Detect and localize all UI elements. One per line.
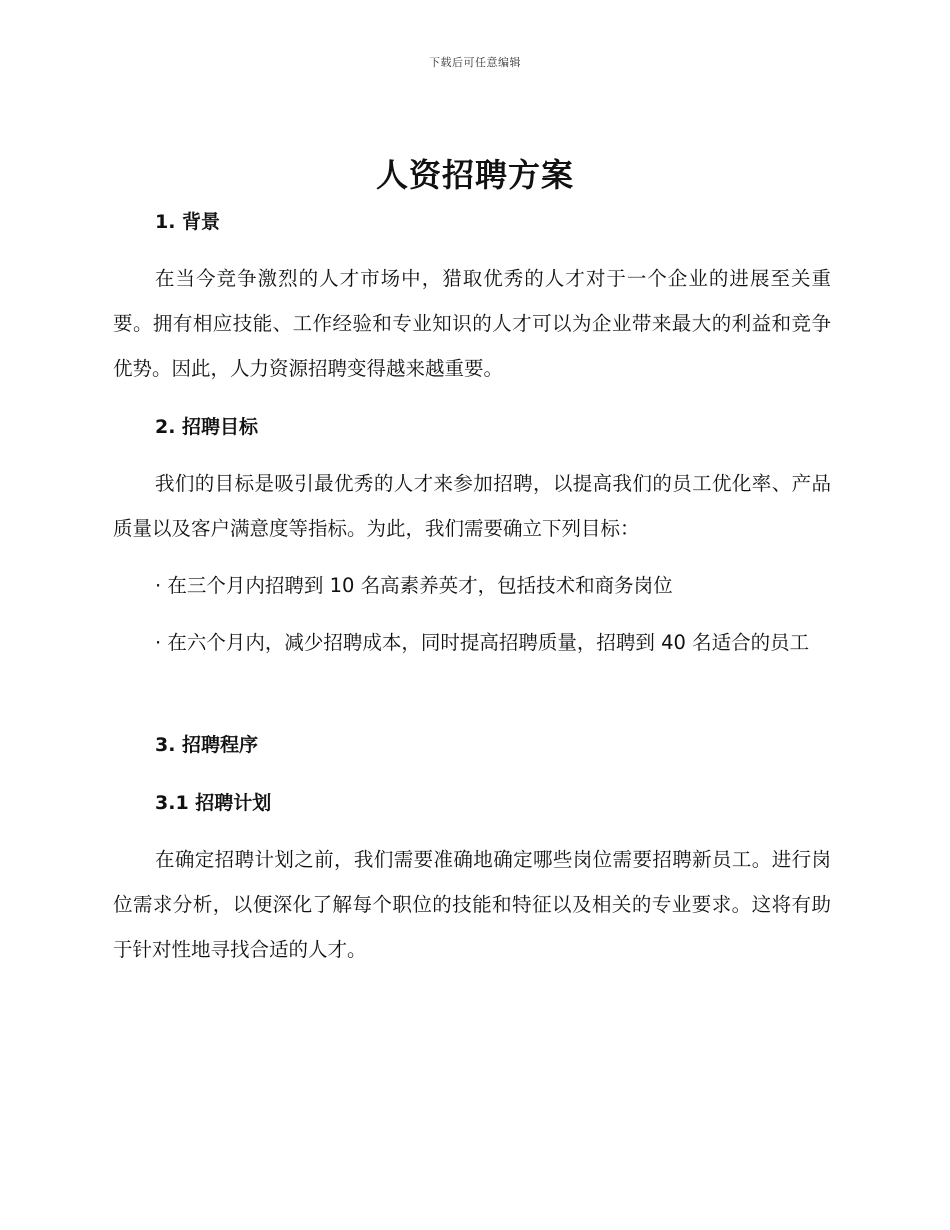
section-heading-procedure: 3. 招聘程序 [155, 734, 259, 756]
section-paragraph-goals: 我们的目标是吸引最优秀的人才来参加招聘，以提高我们的员工优化率、产品质量以及客户满意度等指标。为此，我们需要确立下列目标： [113, 472, 831, 540]
section-paragraph-background: 在当今竞争激烈的人才市场中，猎取优秀的人才对于一个企业的进展至关重要。拥有相应技能、工作经验和专业知识的人才可以为企业带来最大的利益和竞争优势。因此，人力资源招聘变得越来越重要。 [113, 267, 831, 380]
goal-bullet-item: · 在六个月内，减少招聘成本，同时提高招聘质量，招聘到 40 名适合的员工 [155, 631, 810, 654]
section-heading-plan: 3.1 招聘计划 [155, 792, 272, 814]
section-paragraph-plan: 在确定招聘计划之前，我们需要准确地确定哪些岗位需要招聘新员工。进行岗位需求分析，以便深化了解每个职位的技能和特征以及相关的专业要求。这将有助于针对性地寻找合适的人才。 [113, 848, 831, 961]
document-title: 人资招聘方案 [375, 156, 574, 194]
section-heading-goals: 2. 招聘目标 [155, 416, 259, 438]
section-heading-background: 1. 背景 [155, 211, 221, 233]
page-header: 下载后可任意编辑 [429, 56, 521, 69]
goal-bullet-item: · 在三个月内招聘到 10 名高素养英才，包括技术和商务岗位 [155, 574, 673, 597]
